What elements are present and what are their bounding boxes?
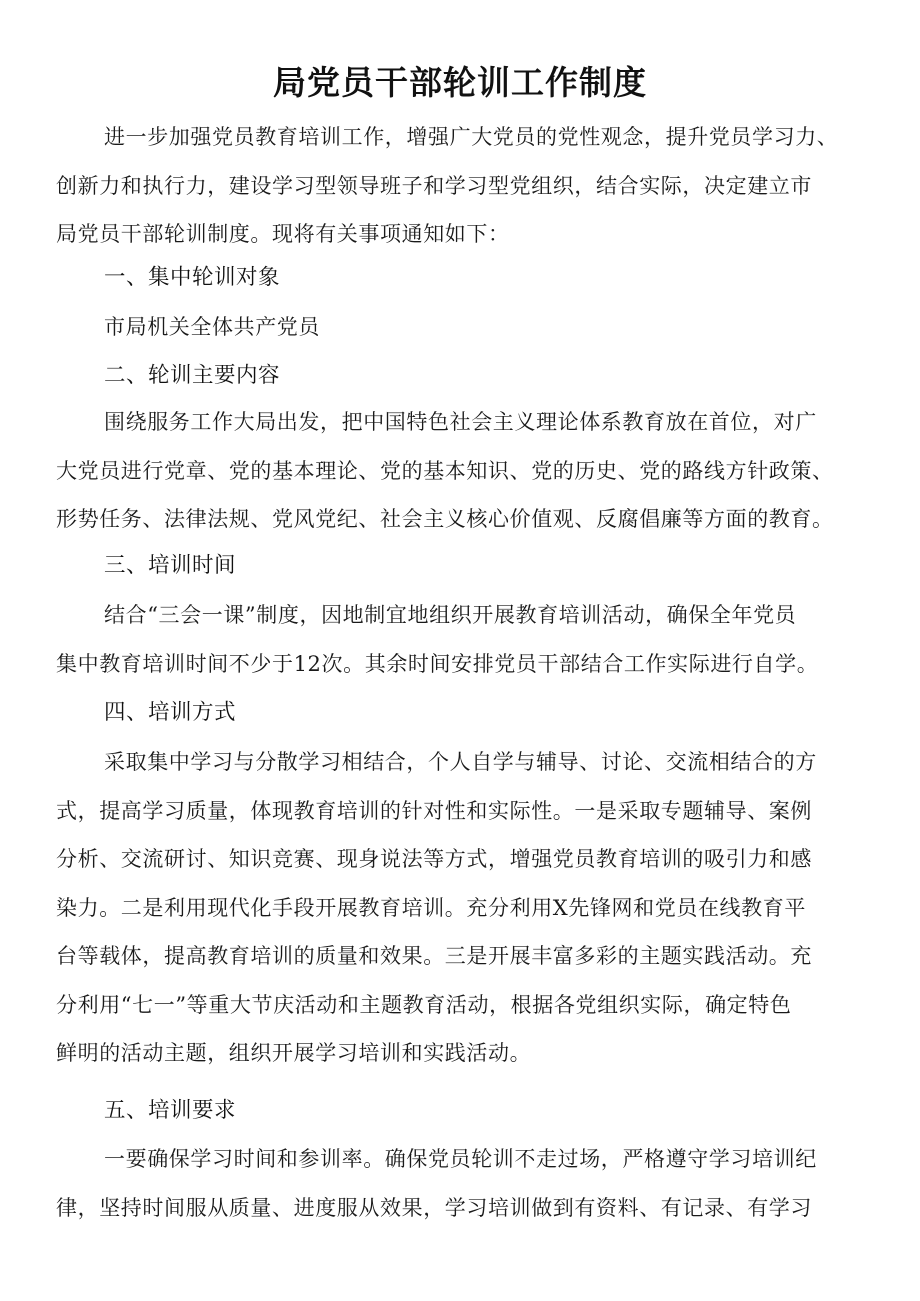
section-4-body [56, 738, 872, 1078]
text-line: 鲜明的活动主题，组织开展学习培训和实践活动。 [56, 1041, 532, 1065]
intro-paragraph [56, 113, 872, 259]
section-heading-2: 二、轮训主要内容 [104, 363, 281, 388]
text-line: 围绕服务工作大局出发，把中国特色社会主义理论体系教育放在首位，对广 [104, 410, 817, 434]
text-line: 式，提高学习质量，体现教育培训的针对性和实际性。一是采取专题辅导、案例 [56, 798, 812, 823]
text-line: 形势任务、法律法规、党风党纪、社会主义核心价值观、反腐倡廉等方面的教育。 [56, 507, 834, 531]
text-line: 大党员进行党章、党的基本理论、党的基本知识、党的历史、党的路线方针政策、 [56, 458, 834, 483]
section-3-body [56, 591, 872, 688]
text-line: 局党员干部轮训制度。现将有关事项通知如下： [56, 222, 510, 246]
text-line: 分利用“七一”等重大节庆活动和主题教育活动，根据各党组织实际，确定特色 [56, 992, 792, 1017]
document-title: 局党员干部轮训工作制度 [273, 63, 647, 102]
section-2-body [56, 398, 872, 544]
text-line: 采取集中学习与分散学习相结合，个人自学与辅导、讨论、交流相结合的方 [104, 750, 817, 774]
text-line: 进一步加强党员教育培训工作，增强广大党员的党性观念，提升党员学习力、 [104, 125, 839, 149]
text-line: 分析、交流研讨、知识竞赛、现身说法等方式，增强党员教育培训的吸引力和感 [56, 847, 812, 871]
text-line: 集中教育培训时间不少于12次。其余时间安排党员干部结合工作实际进行自学。 [56, 651, 819, 676]
section-heading-4: 四、培训方式 [104, 700, 237, 725]
section-heading-5: 五、培训要求 [104, 1098, 237, 1123]
section-5-body [56, 1135, 872, 1232]
text-line: 染力。二是利用现代化手段开展教育培训。充分利用X先锋网和党员在线教育平 [56, 895, 806, 920]
text-line: 律，坚持时间服从质量、进度服从效果，学习培训做到有资料、有记录、有学习 [56, 1195, 812, 1220]
text-line: 创新力和执行力，建设学习型领导班子和学习型党组织，结合实际，决定建立市 [56, 173, 812, 198]
section-heading-3: 三、培训时间 [104, 553, 237, 578]
section-heading-1: 一、集中轮训对象 [104, 265, 281, 290]
text-line: 一要确保学习时间和参训率。确保党员轮训不走过场，严格遵守学习培训纪 [104, 1147, 817, 1171]
text-line: 市局机关全体共产党员 [104, 315, 320, 339]
text-line: 结合“三会一课”制度，因地制宜地组织开展教育培训活动，确保全年党员 [104, 603, 797, 627]
section-1-body [56, 303, 872, 352]
text-line: 台等载体，提高教育培训的质量和效果。三是开展丰富多彩的主题实践活动。充 [56, 944, 812, 968]
